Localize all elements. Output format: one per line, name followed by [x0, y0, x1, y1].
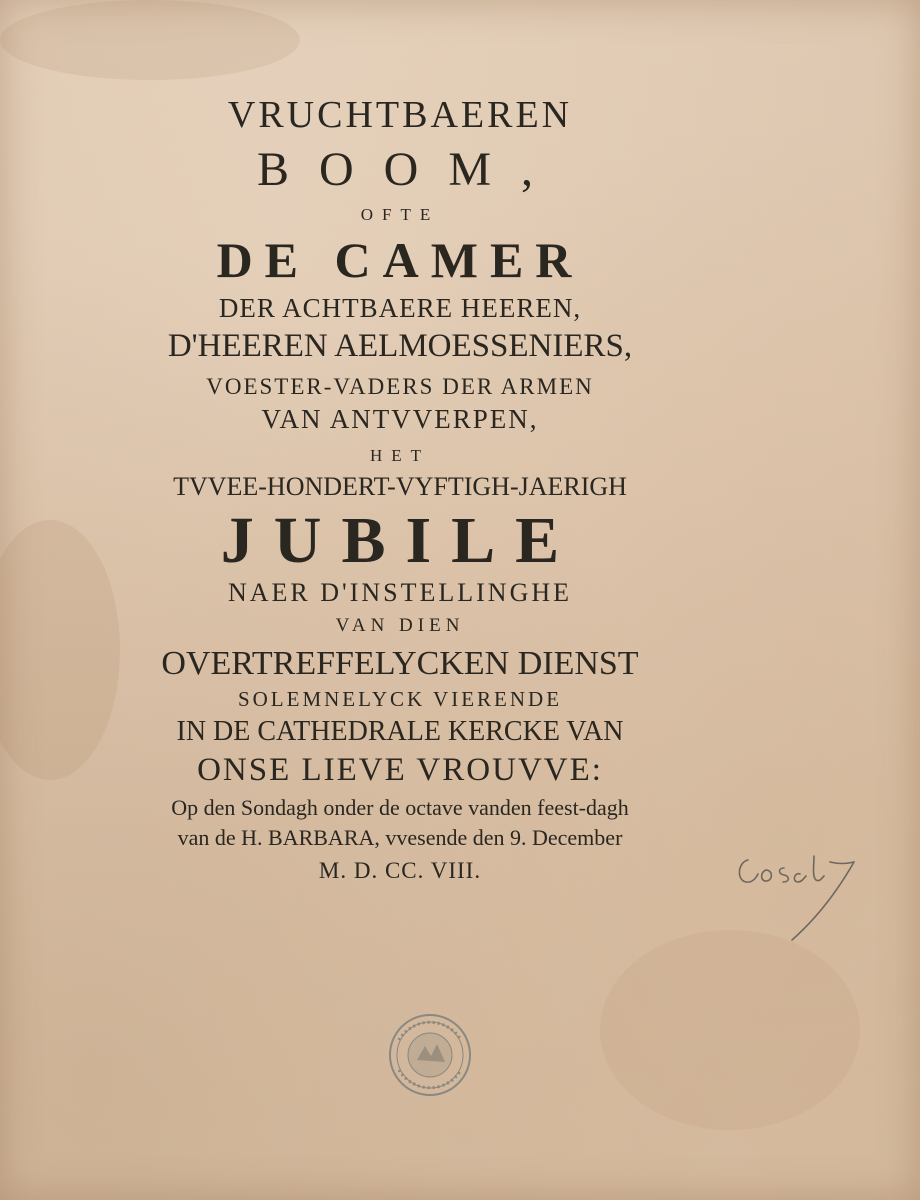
title-line: VAN ANTVVERPEN,: [261, 404, 539, 434]
title-line: VOESTER-VADERS DER ARMEN: [206, 374, 594, 399]
title-line: BOOM,: [256, 143, 564, 196]
title-line: D'HEEREN AELMOESSENIERS,: [167, 328, 633, 364]
title-line: M. D. CC. VIII.: [318, 858, 482, 883]
title-line: OVERTREFFELYCKEN DIENST: [161, 645, 639, 682]
title-text-block: [60, 96, 740, 882]
title-line: HET: [369, 446, 431, 465]
title-line: Op den Sondagh onder de octave vanden feest-dagh: [171, 795, 629, 820]
title-line: ONSE LIEVE VROUVVE:: [197, 752, 603, 788]
handwritten-annotation: [730, 830, 880, 950]
title-line: SOLEMNELYCK VIERENDE: [237, 687, 563, 711]
paper-stain: [0, 0, 300, 80]
title-line: IN DE CATHEDRALE KERCKE VAN: [176, 716, 624, 747]
title-line: DE CAMER: [216, 232, 584, 288]
library-stamp: [385, 1010, 475, 1100]
title-line: VRUCHTBAEREN: [227, 94, 573, 136]
title-line: TVVEE-HONDERT-VYFTIGH-JAERIGH: [173, 472, 627, 501]
paper-stain: [600, 930, 860, 1130]
title-line: NAER D'INSTELLINGHE: [227, 578, 573, 607]
title-line: van de H. BARBARA, vvesende den 9. December: [177, 825, 623, 850]
title-line: JUBILE: [220, 504, 580, 577]
title-line: OFTE: [360, 205, 440, 224]
title-line: DER ACHTBAERE HEEREN,: [218, 293, 582, 323]
title-line: VAN DIEN: [335, 615, 465, 636]
